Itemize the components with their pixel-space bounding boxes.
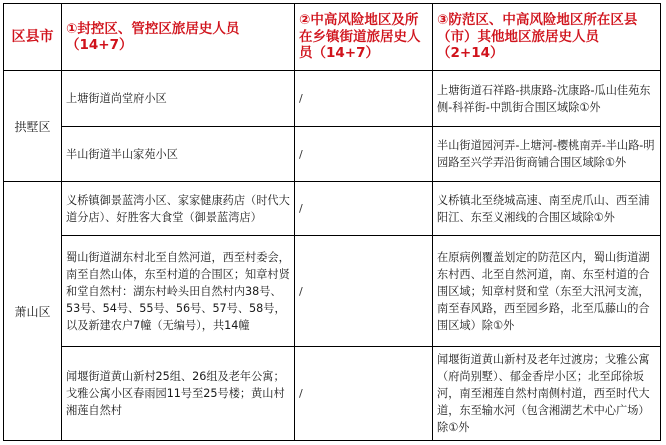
table-row [4, 182, 661, 236]
table-row [4, 236, 661, 347]
high-risk-cell: / [295, 236, 433, 347]
high-risk-cell: / [295, 182, 433, 236]
sealed-zone-cell: 上塘街道尚堂府小区 [62, 71, 295, 127]
high-risk-cell: / [295, 347, 433, 441]
risk-area-table [3, 3, 661, 441]
header-sealed-zone: ①封控区、管控区旅居史人员（14+7） [62, 4, 295, 71]
table-row [4, 127, 661, 182]
prevention-zone-cell: 义桥镇北至绕城高速、南至虎爪山、西至浦阳江、东至义湘线的合围区域除①外 [433, 182, 661, 236]
high-risk-cell: / [295, 71, 433, 127]
prevention-zone-cell: 闻堰街道黄山新村及老年过渡房；戈雅公寓（府尚别墅）、郁金香岸小区；北至邱徐坂河，南至湘莲自然村南侧村道，西至时代大道，东至输水河（包含湘湖艺术中心广场）除①外 [433, 347, 661, 441]
header-high-risk-area: ②中高风险地区及所在乡镇街道旅居史人员（14+7） [295, 4, 433, 71]
header-row [4, 4, 661, 71]
prevention-zone-cell: 半山街道园河弄-上塘河-樱桃南弄-半山路-明园路至兴学弄沿街商铺合围区域除①外 [433, 127, 661, 182]
header-prevention-zone: ③防范区、中高风险地区所在区县（市）其他地区旅居史人员（2+14） [433, 4, 661, 71]
sealed-zone-cell: 闻堰街道黄山新村25组、26组及老年公寓；戈雅公寓小区春雨园11号至25号楼；黄山村湘莲自然村 [62, 347, 295, 441]
sealed-zone-cell: 义桥镇御景蓝湾小区、家家健康药店（时代大道分店）、好胜客大食堂（御景蓝湾店） [62, 182, 295, 236]
district-name: 萧山区 [4, 182, 62, 441]
district-name: 拱墅区 [4, 71, 62, 182]
header-district: 区县市 [4, 4, 62, 71]
table-row [4, 347, 661, 441]
sealed-zone-cell: 半山街道半山家苑小区 [62, 127, 295, 182]
prevention-zone-cell: 上塘街道石祥路-拱康路-沈康路-瓜山佳苑东侧-科祥街-中凯街合围区域除①外 [433, 71, 661, 127]
prevention-zone-cell: 在原病例覆盖划定的防范区内，蜀山街道湖东村西、北至自然河道，南、东至村道的合围区域；知章村贤和堂（东至大汛河支流，南至春风路，西至园乡路，北至瓜藤山的合围区域）除①外 [433, 236, 661, 347]
sealed-zone-cell: 蜀山街道湖东村北至自然河道，西至村委会，南至自然山体，东至村道的合围区；知章村贤和堂自然村：湖东村岭头田自然村内38号、53号、54号、55号、56号、57号、58号，以及新建农户7幢（无编号），共14幢 [62, 236, 295, 347]
table-row [4, 71, 661, 127]
high-risk-cell: / [295, 127, 433, 182]
